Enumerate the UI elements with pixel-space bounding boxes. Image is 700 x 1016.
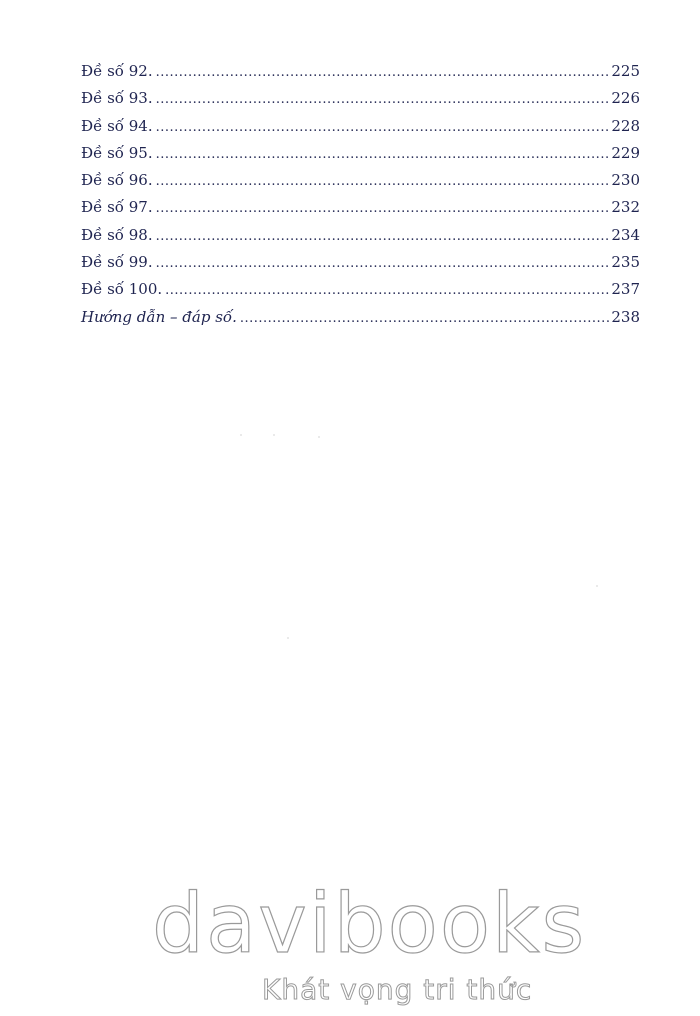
scan-speck — [318, 436, 320, 438]
toc-entry-page: 238 — [611, 307, 640, 326]
toc-entry[interactable] — [81, 194, 640, 221]
dot-leader — [165, 277, 610, 304]
toc-entry-answers[interactable] — [81, 304, 640, 331]
toc-entry[interactable] — [81, 58, 640, 85]
toc-entry[interactable] — [81, 85, 640, 112]
dot-leader — [156, 59, 611, 86]
toc-entry-page: 235 — [611, 253, 640, 272]
dot-leader — [156, 195, 611, 222]
toc-entry[interactable] — [81, 140, 640, 167]
dot-leader — [156, 223, 611, 250]
dot-leader — [156, 168, 611, 195]
scan-speck — [240, 434, 242, 436]
toc-entry-label: Đề số 94. — [81, 116, 153, 135]
toc-entry-label: Đề số 93. — [81, 89, 153, 108]
dot-leader — [240, 305, 611, 332]
toc-entry[interactable] — [81, 167, 640, 194]
toc-entry-page: 225 — [611, 62, 640, 80]
scan-speck — [596, 585, 598, 587]
toc-entry[interactable] — [81, 222, 640, 249]
toc-entry-label: Đề số 100. — [81, 280, 163, 299]
toc-entry-page: 237 — [611, 280, 640, 299]
toc-entry-page: 229 — [611, 143, 640, 162]
toc-entry-page: 226 — [611, 89, 640, 108]
toc-entry-label: Hướng dẫn – đáp số. — [81, 307, 237, 326]
toc-entry-label: Đề số 92. — [81, 62, 153, 80]
brand-tagline: Khát vọng tri thức — [262, 973, 533, 1006]
toc-entry-page: 234 — [611, 225, 640, 244]
dot-leader — [156, 250, 611, 277]
dot-leader — [156, 86, 611, 113]
toc-entry[interactable] — [81, 249, 640, 276]
publisher-watermark — [0, 877, 700, 1016]
scan-speck — [273, 434, 275, 436]
toc-entry[interactable] — [81, 113, 640, 140]
scan-speck — [287, 637, 289, 639]
toc-entry[interactable] — [81, 276, 640, 303]
toc-entry-label: Đề số 98. — [81, 225, 153, 244]
toc-entry-label: Đề số 99. — [81, 253, 153, 272]
toc-entry-page: 230 — [611, 171, 640, 190]
dot-leader — [156, 114, 611, 141]
table-of-contents — [81, 58, 640, 331]
toc-entry-page: 228 — [611, 116, 640, 135]
brand-logo: davibooks — [152, 877, 587, 972]
toc-entry-label: Đề số 95. — [81, 143, 153, 162]
toc-entry-page: 232 — [611, 198, 640, 217]
toc-entry-label: Đề số 97. — [81, 198, 153, 217]
dot-leader — [156, 141, 611, 168]
toc-entry-label: Đề số 96. — [81, 171, 153, 190]
